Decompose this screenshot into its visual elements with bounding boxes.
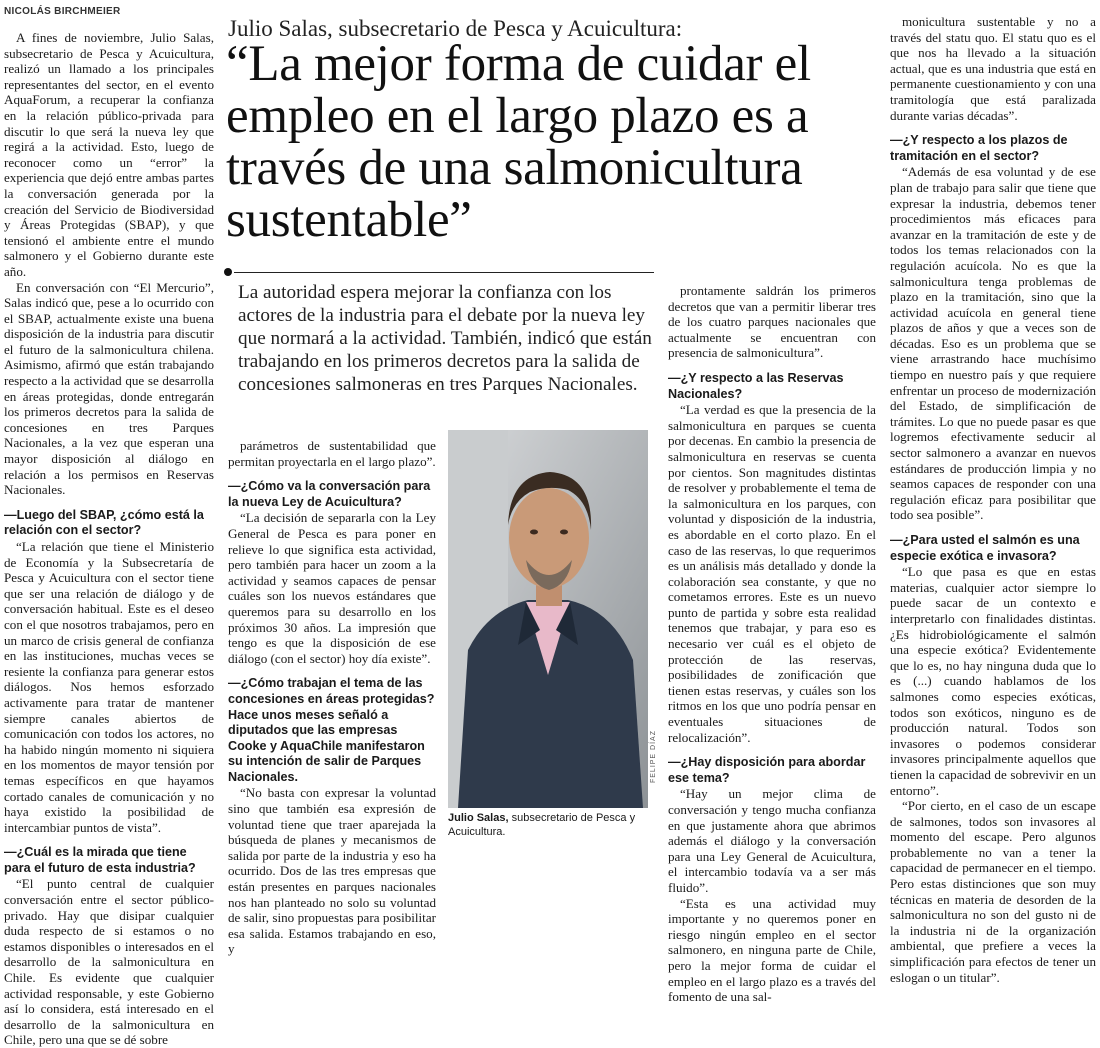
interview-question: —¿Para usted el salmón es una especie exótica e invasora? xyxy=(890,533,1080,563)
portrait-photo xyxy=(448,430,648,808)
body-paragraph: En conversación con “El Mercurio”, Salas indicó que, pese a lo ocurrido con el SBAP, actualmente existe una buena disposición de la industria para discutir el futuro de la salmonicultura chilena. Asimismo, afirmó que están trabajando respecto a la actividad que se desarrolla en áreas protegidas, donde entregarán los primeros decretos para la salida de concesiones en tres Parques Nacionales, a la vez que esperan una mayor disposición al diálogo en relación a los permisos en Reservas Nacionales. xyxy=(4,279,214,498)
body-paragraph: “El punto central de cualquier conversación entre el sector público-privado. Hay que disipar cualquier duda respecto de si estamos o no estamos disponibles o interesados en el desarrollo de la salmonicultura en Chile. Es evidente que cualquier actividad responsable, y este Gobierno así lo considera, está interesado en el desarrollo de la salmonicultura en Chile, pero una que se dé sobre xyxy=(4,876,214,1048)
interview-question: —¿Cuál es la mirada que tiene para el futuro de esta industria? xyxy=(4,845,196,875)
caption-name: Julio Salas, xyxy=(448,812,509,824)
body-paragraph: A fines de noviembre, Julio Salas, subsecretario de Pesca y Acuicultura, realizó un llamado a los principales representantes del sector, en el evento AquaForum, a recuperar la confianza en la relación público-privada para discutir lo que será la nueva ley que regirá a la actividad. Esto, luego de reconocer como un “error” la experiencia que dejó entre ambas partes la conversación generada por la creación del Servicio de Biodiversidad y Áreas Protegidas (SBAP), y que tensionó el ambiente entre el mundo salmonero y el Gobierno durante este año. xyxy=(4,30,214,279)
lede-paragraph: La autoridad espera mejorar la confianza con los actores de la industria para el debate por la nueva ley que normará a la actividad. También, indicó que están trabajando en los primeros decretos para la salida de concesiones salmoneras en tres Parques Nacionales. xyxy=(238,282,652,395)
photo-credit: FELIPE DÍAZ xyxy=(650,730,657,784)
divider-line xyxy=(234,272,654,273)
lede-bullet xyxy=(224,268,232,276)
article-column-3 xyxy=(668,283,876,1005)
body-paragraph: monicultura sustentable y no a través del statu quo. El statu quo es el que nos ha llevado a la situación actual, que es una industria que está en permanente cuestionamiento y con una tramitología que está paralizada durante varias décadas”. xyxy=(890,14,1096,123)
kicker: Julio Salas, subsecretario de Pesca y Acuicultura: xyxy=(228,16,683,41)
body-paragraph: “No basta con expresar la voluntad sino que también esa expresión de voluntad tiene que traer aparejada la búsqueda de planes y mecanismos de salida por parte de la industria y eso ha ocurrido. Dos de las tres empresas que están presentes en parques nacionales nos han planteado no solo su voluntad de salir, sino propuestas para posibilitar esa salida. Estamos trabajando en eso, y xyxy=(228,785,436,957)
article-column-2 xyxy=(228,438,436,957)
article-column-4 xyxy=(890,14,1096,985)
interview-question: —¿Cómo trabajan el tema de las concesiones en áreas protegidas? Hace unos meses señaló a diputados que las empresas Cooke y AquaChile manifestaron su intención de salir de Parques Nacionales. xyxy=(228,676,435,784)
body-paragraph: “La decisión de separarla con la Ley General de Pesca es para poner en relieve lo que significa esta actividad, pero también para hacer un zoom a la actividad y seamos capaces de pensar cuáles son los nuevos estándares que queremos para su desarrollo en los próximos 30 años. La impresión que tengo es que la disposición de ese diálogo (con el sector) hoy día existe”. xyxy=(228,510,436,666)
body-paragraph: “La relación que tiene el Ministerio de Economía y la Subsecretaría de Pesca y Acuicultura con el sector tiene que ser una relación de diálogo y de conversación habitual. Este es el deseo con el que nosotros trabajamos, pero en un marco de crisis general de confianza en las instituciones, muchas veces se resiente la confianza para generar estos diálogos. Nos hemos esforzado activamente para tratar de mantener siempre canales abiertos de comunicación con todos los actores, no ha habido ningún momento ni siquiera en los momentos de mayor tensión por temas específicos en que hayamos cortado canales de comunicación y no haya existido la posibilidad de intercambiar puntos de vista”. xyxy=(4,539,214,835)
body-paragraph: “Hay un mejor clima de conversación y tengo mucha confianza en que justamente ahora que abrimos además el diálogo y la conversación para una Ley General de Acuicultura, el intercambio todavía va a ser más fluido”. xyxy=(668,786,876,895)
byline: NICOLÁS BIRCHMEIER xyxy=(4,6,121,17)
body-paragraph: “Por cierto, en el caso de un escape de salmones, todos son invasores al momento del escape. Pero algunos probablemente no van a tener la capacidad de permanecer en el tiempo. Pero estas distinciones que son muy técnicas en materia de desorden de la salmonicultura no son del gusto ni de la industria ni de la organización ambiental, que prefiere a veces la simplificación para efectos de tener un eslogan o un titular”. xyxy=(890,798,1096,985)
interview-question: —Luego del SBAP, ¿cómo está la relación con el sector? xyxy=(4,507,204,538)
interview-question: —¿Y respecto a los plazos de tramitación en el sector? xyxy=(890,133,1068,163)
body-paragraph: “La verdad es que la presencia de la salmonicultura en parques se cuenta por decenas. En cambio la presencia de salmonicultura en reservas se cuenta por cientos. Son magnitudes distintas de resolver y probablemente el tema de la salmonicultura en los parques, con voluntad y disposición de la industria, es abordable en el corto plazo. En el caso de las reservas, lo que requerimos es un análisis más detallado y donde la colaboración sea constante, y que no cometamos errores. Este es un nuevo punto de partida y sobre esta realidad tenemos que trabajar, y para eso es necesario ver cuál es el objeto de protección de las reservas, posibilidades de zonificación que tienen estas reservas, y cuáles son los ritmos en los que uno podría pensar en eventuales situaciones de relocalización”. xyxy=(668,402,876,745)
article-column-1 xyxy=(4,30,214,1048)
body-paragraph: “Lo que pasa es que en estas materias, cualquier actor siempre lo puede sacar de un contexto e interpretarlo con finalidades distintas. ¿Es hidrobiológicamente el salmón una especie exótica? Evidentemente que lo es, no hay ninguna duda que lo es (...) cuando hablamos de los salmones como especies exóticas, todos son exóticos, ninguno es de producción natural. Todos son invasores o podemos considerar invasores principalmente aquellos que tienen la capacidad de sobrevivir en un entorno”. xyxy=(890,564,1096,798)
body-paragraph: “Además de esa voluntad y de ese plan de trabajo para salir que tiene que expresar la industria, debemos tener procedimientos más eficaces para avanzar en la tramitación de este y de todos los temas relacionados con la regulación acuícola. No es que la salmonicultura tenga problemas de plazo en la tramitación, sino que la actividad acuícola en general tiene plazos de años y que a veces son de décadas. Eso es un problema que se viene arrastrando hace muchísimo tiempo en nuestro país y que requiere enfrentar un proceso de modernización del Estado, de simplificación de trámites. Lo que no puede pasar es que logremos efectivamente seducir al sector salmonero a avanzar en nuevos estándares de producción limpia y no seamos capaces de responder con una regulación eficaz para posibilitar que todo sea posible”. xyxy=(890,164,1096,523)
body-paragraph: “Esta es una actividad muy importante y no queremos poner en riesgo ningún empleo en el sector salmonero, en ninguna parte de Chile, pero la mejor forma de cuidar el empleo en el largo plazo es a través del fomento de una sal- xyxy=(668,895,876,1005)
photo-caption xyxy=(448,812,658,839)
headline: “La mejor forma de cuidar el empleo en el largo plazo es a través de una salmonicultura sustentable” xyxy=(226,36,811,248)
body-paragraph: prontamente saldrán los primeros decretos que van a permitir liberar tres de los cuatro parques nacionales que actualmente se encuentran con presencia de salmonicultura”. xyxy=(668,283,876,361)
interview-question: —¿Hay disposición para abordar ese tema? xyxy=(668,755,866,785)
interview-question: —¿Cómo va la conversación para la nueva Ley de Acuicultura? xyxy=(228,479,431,509)
caption-text: subsecretario de Pesca y Acuicultura. xyxy=(448,812,636,838)
interview-question: —¿Y respecto a las Reservas Nacionales? xyxy=(668,370,844,401)
body-paragraph: parámetros de sustentabilidad que permitan proyectarla en el largo plazo”. xyxy=(228,438,436,469)
portrait-illustration xyxy=(448,430,648,808)
